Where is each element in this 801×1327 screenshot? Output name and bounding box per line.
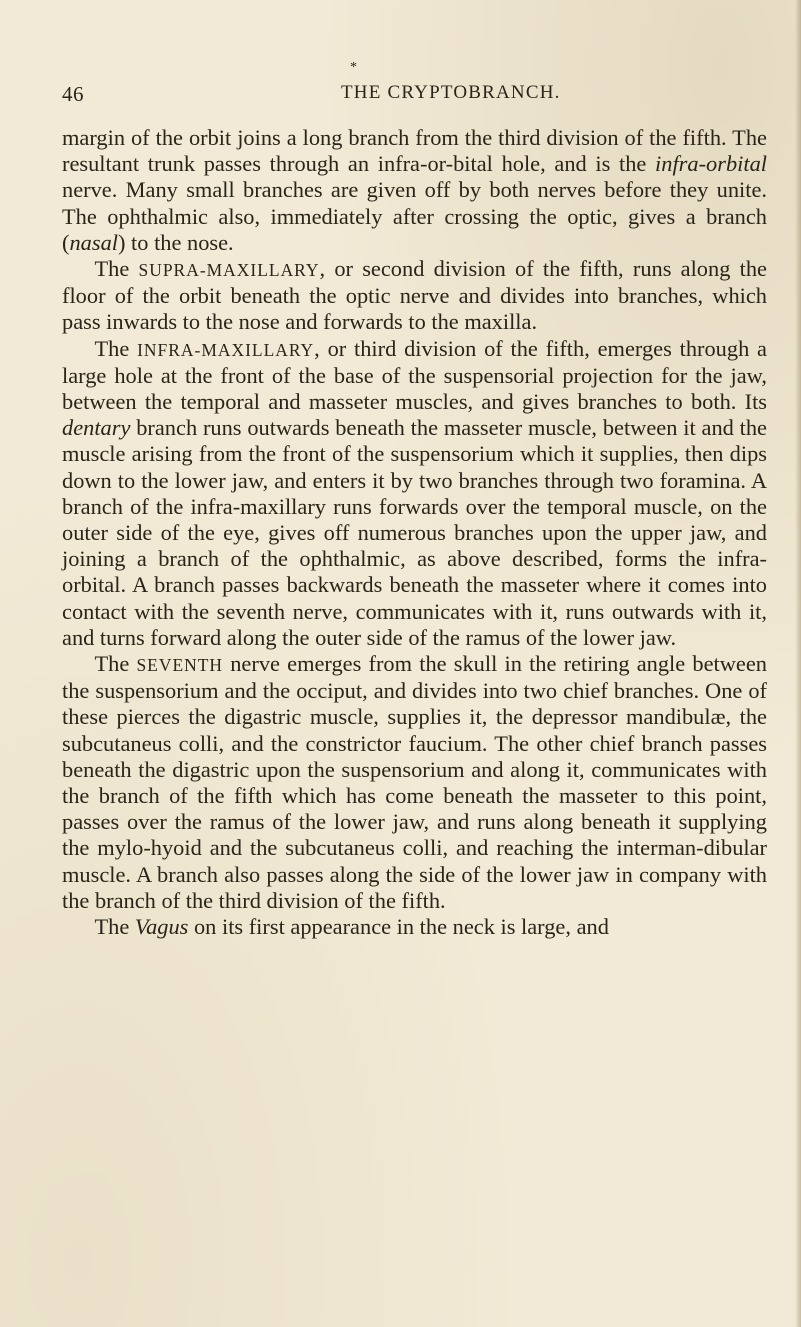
running-header <box>62 82 702 110</box>
term-infra-orbital: infra-orbital <box>655 151 767 177</box>
running-title: THE CRYPTOBRANCH. <box>341 82 561 103</box>
term-nasal: nasal <box>69 229 118 255</box>
paragraph-vagus: The Vagus on its first appearance in the neck is large, and <box>94 914 609 940</box>
term-infra-maxillary: INFRA-MAXILLARY <box>137 339 315 360</box>
paragraph-orbital-continuation: margin of the orbit joins a long branch from the third division of the fifth. The resultant trunk passes through an infra-or-bital hole, and is the infra-orbital nerve. Many small branches are given off by both nerves before they unite. The ophthalmic also, immediately after crossing the optic, gives a branch (nasal) to the nose. <box>62 125 767 255</box>
paragraph-seventh-nerve: The SEVENTH nerve emerges from the skull in the retiring angle between the suspensorium and the occiput, and divides into two chief branches. One of these pierces the digastric muscle, supplies it, the depressor mandibulæ, the subcutaneus colli, and the constrictor faucium. The other chief branch passes beneath the digastric upon the suspensorium and along it, communicates with the branch of the fifth which has come beneath the masseter to this point, passes over the ramus of the lower jaw, and runs along beneath it supplying the mylo-hyoid and the subcutaneus colli, and reaching the interman-dibular muscle. A branch also passes along the side of the lower jaw in company with the branch of the third division of the fifth. <box>62 651 767 913</box>
term-supra-maxillary: SUPRA-MAXILLARY <box>138 260 320 281</box>
page-number: 46 <box>62 82 84 106</box>
term-dentary: dentary <box>62 415 131 441</box>
paragraph-supra-maxillary: The SUPRA-MAXILLARY, or second division of the fifth, runs along the floor of the orbit beneath the optic nerve and divides into branches, which pass inwards to the nose and forwards to the maxilla. <box>62 256 767 335</box>
printer-ornament: * <box>350 60 357 75</box>
body-text <box>62 125 767 940</box>
term-seventh: SEVENTH <box>136 655 224 676</box>
paragraph-infra-maxillary: The INFRA-MAXILLARY, or third division of the fifth, emerges through a large hole at the front of the base of the suspensorial projection for the jaw, between the temporal and masseter muscles, and gives branches to both. Its dentary branch runs outwards beneath the masseter muscle, between it and the muscle arising from the front of the suspensorium which it supplies, then dips down to the lower jaw, and enters it by two branches through two foramina. A branch of the infra-maxillary runs forwards over the temporal muscle, on the outer side of the eye, gives off numerous branches upon the upper jaw, and joining a branch of the ophthalmic, as above described, forms the infra-orbital. A branch passes backwards beneath the masseter where it comes into contact with the seventh nerve, communicates with it, runs outwards with it, and turns forward along the outer side of the ramus of the lower jaw. <box>62 335 767 650</box>
term-vagus: Vagus <box>134 914 189 940</box>
page-edge-shadow <box>795 0 801 1327</box>
